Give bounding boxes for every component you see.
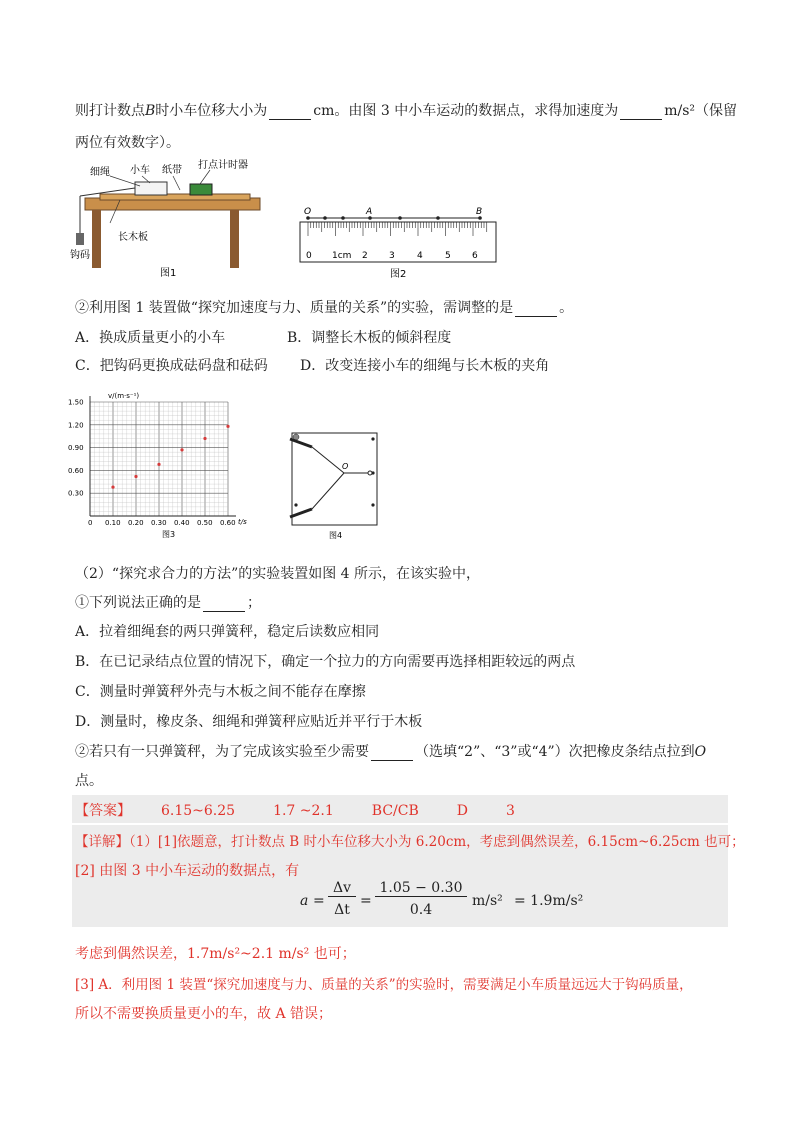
chart-point-1 — [134, 475, 137, 478]
figure-2 — [298, 202, 503, 282]
formula-dv: Δv — [328, 880, 356, 897]
answer-value-5: 3 — [506, 803, 515, 819]
fig2-tick-5: 5 — [445, 251, 451, 261]
q2-option-c: C．把钩码更换成砝码盘和砝码 — [75, 358, 268, 374]
chart-xtick-6: 0.60 — [220, 519, 236, 527]
point-b-label: B — [145, 103, 156, 119]
answer-value-1: 6.15~6.25 — [161, 803, 236, 819]
chart-ylabel: v/(m·s⁻¹) — [108, 392, 140, 400]
q2-stem-end: 。 — [559, 300, 574, 316]
answer-blank-3[interactable] — [515, 302, 557, 317]
chart-title: 图3 — [162, 530, 176, 538]
explain-line-2: [2] 由图 3 中小车运动的数据点，有 — [75, 863, 300, 879]
answer-value-2: 1.7 ~2.1 — [273, 803, 334, 819]
explain-line-1 — [75, 830, 745, 850]
chart-xtick-3: 0.30 — [151, 519, 167, 527]
fig1-label-rope: 细绳 — [90, 167, 110, 178]
fig1-label-board: 长木板 — [118, 232, 148, 243]
formula-eq: = — [313, 893, 325, 909]
fig1-caption: 图1 — [160, 268, 177, 279]
point-o-label: O — [694, 744, 707, 760]
intro-text: m/s²（保留 — [664, 103, 738, 119]
answer-blank-4[interactable] — [203, 597, 245, 612]
answer-label: 【答案】 — [75, 803, 131, 819]
q2-stem — [75, 297, 573, 317]
answer-blank-1[interactable] — [269, 105, 311, 120]
part2-option-b: B．在已记录结点位置的情况下，确定一个拉力的方向需要再选择相距较远的两点 — [75, 654, 576, 670]
fig2-point-a: A — [366, 207, 373, 217]
part2-q2 — [75, 741, 706, 761]
figure-3-chart — [68, 388, 258, 538]
chart-ytick-2: 0.90 — [68, 444, 84, 453]
explain-text-1: （1）[1]依题意，打计数点 B 时小车位移大小为 6.20cm，考虑到偶然误差，6.15cm~6.25cm 也可； — [129, 834, 745, 850]
answer-blank-5[interactable] — [371, 746, 413, 761]
part2-stem: （2）“探究求合力的方法”的实验装置如图 4 所示，在该实验中， — [75, 566, 481, 582]
fig2-tick-1: 1cm — [332, 251, 352, 261]
part2-option-c: C．测量时弹簧秤外壳与木板之间不能存在摩擦 — [75, 684, 366, 700]
chart-xtick-2: 0.20 — [128, 519, 144, 527]
fig2-tick-0: 0 — [306, 251, 312, 261]
fig2-tick-3: 3 — [389, 251, 395, 261]
fig2-point-b: B — [476, 207, 483, 217]
q2-stem-text: ②利用图 1 装置做“探究加速度与力、质量的关系”的实验，需调整的是 — [75, 300, 514, 316]
chart-grid — [68, 396, 236, 527]
answer-line — [75, 800, 553, 820]
fig1-label-cart: 小车 — [130, 165, 150, 176]
explain-line-3: 考虑到偶然误差，1.7m/s²~2.1 m/s² 也可； — [75, 946, 356, 962]
chart-ytick-0: 0.30 — [68, 489, 84, 498]
fig1-label-timer: 打点计时器 — [198, 160, 248, 171]
formula-result: = 1.9m/s² — [514, 893, 584, 909]
part2-q1-end: ； — [247, 595, 261, 611]
chart-ytick-1: 0.60 — [68, 466, 84, 475]
intro-text: cm。由图 3 中小车运动的数据点，求得加速度为 — [313, 103, 619, 119]
chart-ytick-3: 1.20 — [68, 421, 84, 430]
intro-text: 则打计数点 — [75, 103, 145, 119]
part2-q2-text: （选填“2”、“3”或“4”）次把橡皮条结点拉到 — [415, 744, 695, 760]
fig4-point-o: O — [342, 462, 349, 471]
chart-xtick-5: 0.50 — [197, 519, 213, 527]
explain-line-4: [3] A．利用图 1 装置“探究加速度与力、质量的关系”的实验时，需要满足小车质量远远大于钩码质量， — [75, 977, 693, 993]
formula-denominator: 0.4 — [409, 902, 433, 918]
formula-dt: Δt — [334, 902, 350, 918]
fig4-caption: 图4 — [329, 531, 343, 540]
fig2-tick-6: 6 — [472, 251, 478, 261]
fig1-label-weight: 钩码 — [70, 250, 90, 261]
chart-ytick-4: 1.50 — [68, 398, 84, 407]
answer-value-3: BC/CB — [371, 803, 419, 819]
fig1-label-tape: 纸带 — [162, 165, 182, 176]
intro-line-2: 两位有效数字）。 — [75, 135, 180, 151]
fig2-caption: 图2 — [390, 269, 407, 280]
fig2-point-o: O — [304, 207, 312, 217]
chart-point-2 — [157, 463, 160, 466]
figure-4 — [282, 425, 387, 540]
part2-q2-text: ②若只有一只弹簧秤，为了完成该实验至少需要 — [75, 744, 369, 760]
part2-option-d: D．测量时，橡皮条、细绳和弹簧秤应贴近并平行于木板 — [75, 714, 423, 730]
part2-q1-text: ①下列说法正确的是 — [75, 595, 201, 611]
chart-xtick-1: 0.10 — [105, 519, 121, 527]
formula-unit: m/s² — [472, 893, 503, 909]
explain-label: 【详解】 — [75, 834, 129, 850]
intro-text: 时小车位移大小为 — [155, 103, 268, 119]
fig2-tick-2: 2 — [362, 251, 368, 261]
chart-xlabel: t/s — [238, 518, 247, 526]
formula-numerator: 1.05 − 0.30 — [375, 880, 467, 897]
chart-point-5 — [226, 425, 229, 428]
chart-point-4 — [203, 437, 206, 440]
answer-blank-2[interactable] — [620, 105, 662, 120]
q2-option-a: A．换成质量更小的小车 — [75, 330, 226, 346]
chart-xtick-4: 0.40 — [174, 519, 190, 527]
chart-xtick-0: 0 — [88, 519, 93, 527]
answer-value-4: D — [456, 803, 469, 819]
q2-option-b: B．调整长木板的倾斜程度 — [287, 330, 452, 346]
chart-point-3 — [180, 448, 183, 451]
explain-line-5: 所以不需要换质量更小的车，故 A 错误； — [75, 1006, 333, 1022]
q2-option-d: D．改变连接小车的细绳与长木板的夹角 — [300, 358, 550, 374]
chart-point-0 — [111, 486, 114, 489]
figure-1 — [70, 158, 265, 280]
fig2-tick-4: 4 — [417, 251, 423, 261]
intro-line-1 — [75, 100, 737, 120]
part2-q1 — [75, 592, 261, 612]
formula-a: a — [300, 893, 309, 909]
part2-option-a: A．拉着细绳套的两只弹簧秤，稳定后读数应相同 — [75, 624, 380, 640]
part2-q2-end: 点。 — [75, 773, 103, 789]
